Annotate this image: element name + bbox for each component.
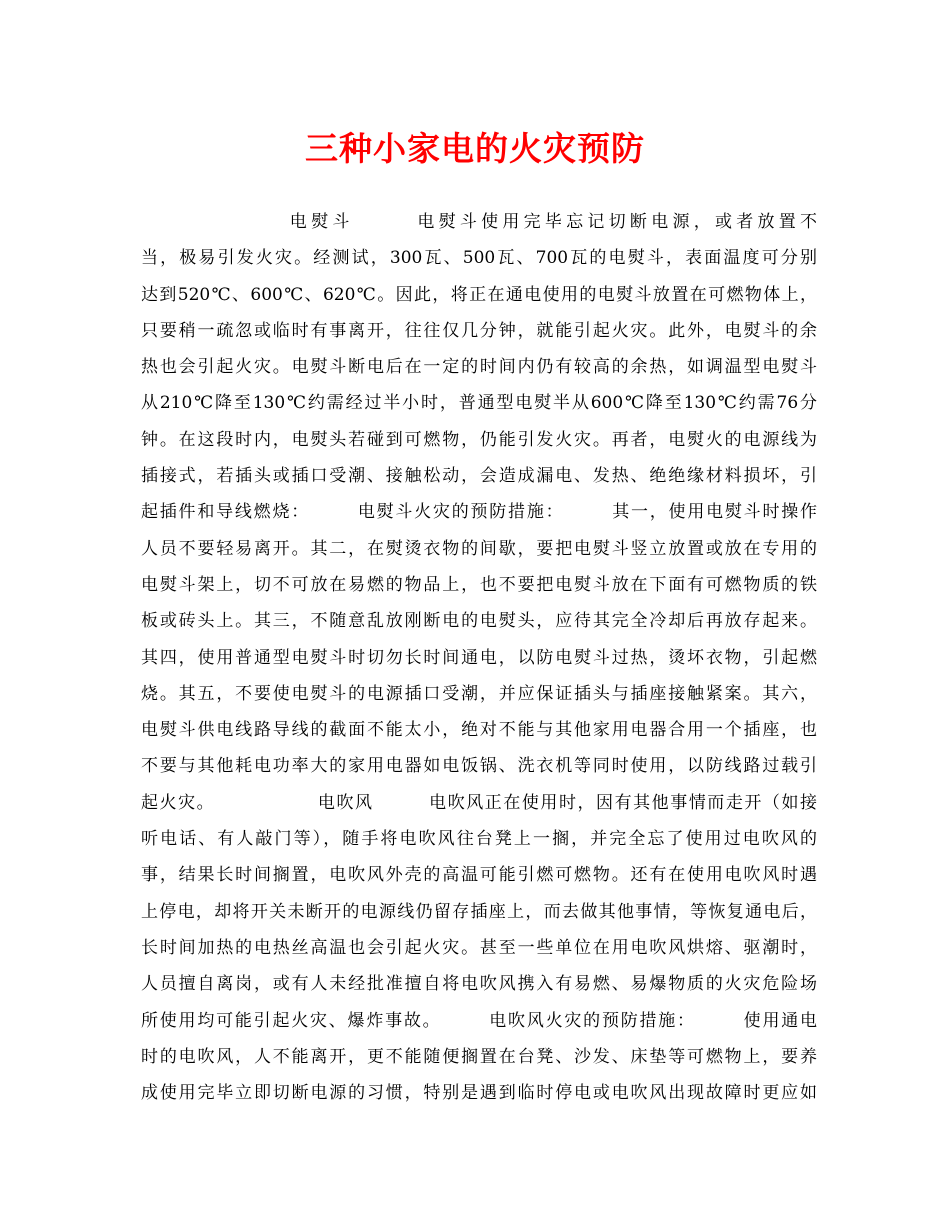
body-line: 电熨斗 电熨斗使用完毕忘记切断电源，或者放置不 bbox=[141, 212, 817, 232]
body-line: 烧。其五，不要使电熨斗的电源插口受潮，并应保证插头与插座接触紧案。其六， bbox=[141, 683, 817, 704]
body-line: 其四，使用普通型电熨斗时切勿长时间通电，以防电熨斗过热，烫坏衣物，引起燃 bbox=[141, 647, 817, 668]
document-title: 三种小家电的火灾预防 bbox=[305, 129, 645, 168]
body-line: 热也会引起火灾。电熨斗断电后在一定的时间内仍有较高的余热，如调温型电熨斗 bbox=[141, 357, 817, 378]
body-line: 钟。在这段时内，电熨头若碰到可燃物，仍能引发火灾。再者，电熨火的电源线为 bbox=[141, 429, 817, 450]
body-line: 成使用完毕立即切断电源的习惯，特别是遇到临时停电或电吹风出现故障时更应如 bbox=[141, 1083, 817, 1104]
body-line: 起火灾。 电吹风 电吹风正在使用时，因有其他事情而走开（如接 bbox=[141, 792, 817, 813]
body-line: 所使用均可能引起火灾、爆炸事故。 电吹风火灾的预防措施： 使用通电 bbox=[141, 1010, 817, 1031]
body-line: 板或砖头上。其三，不随意乱放刚断电的电熨头，应待其完全冷却后再放存起来。 bbox=[141, 611, 817, 632]
body-line: 人员擅自离岗，或有人未经批准擅自将电吹风携入有易燃、易爆物质的火灾危险场 bbox=[141, 974, 817, 995]
body-line: 长时间加热的电热丝高温也会引起火灾。甚至一些单位在用电吹风烘熔、驱潮时， bbox=[141, 937, 817, 958]
body-line: 人员不要轻易离开。其二，在熨烫衣物的间歇，要把电熨斗竖立放置或放在专用的 bbox=[141, 538, 817, 559]
body-line: 插接式，若插头或插口受潮、接触松动，会造成漏电、发热、绝绝缘材料损坏，引 bbox=[141, 466, 817, 487]
body-line: 从210℃降至130℃约需经过半小时，普通型电熨半从600℃降至130℃约需76分 bbox=[141, 393, 817, 414]
document-body bbox=[141, 204, 817, 1111]
body-line: 听电话、有人敲门等），随手将电吹风往台凳上一搁，并完全忘了使用过电吹风的 bbox=[141, 829, 817, 850]
body-line: 只要稍一疏忽或临时有事离开，往往仅几分钟，就能引起火灾。此外，电熨斗的余 bbox=[141, 320, 817, 341]
body-line: 当，极易引发火灾。经测试，300瓦、500瓦、700瓦的电熨斗，表面温度可分别 bbox=[141, 248, 817, 269]
body-line: 起插件和导线燃烧： 电熨斗火灾的预防措施： 其一，使用电熨斗时操作 bbox=[141, 502, 817, 523]
body-line: 达到520℃、600℃、620℃。因此，将正在通电使用的电熨斗放置在可燃物体上， bbox=[141, 284, 817, 305]
body-line: 不要与其他耗电功率大的家用电器如电饭锅、洗衣机等同时使用，以防线路过载引 bbox=[141, 756, 817, 777]
body-line: 时的电吹风，人不能离开，更不能随便搁置在台凳、沙发、床垫等可燃物上，要养 bbox=[141, 1046, 817, 1067]
body-line: 事，结果长时间搁置，电吹风外壳的高温可能引燃可燃物。还有在使用电吹风时遇 bbox=[141, 865, 817, 886]
body-line: 电熨斗架上，切不可放在易燃的物品上，也不要把电熨斗放在下面有可燃物质的铁 bbox=[141, 574, 817, 595]
body-line: 上停电，却将开关未断开的电源线仍留存插座上，而去做其他事情，等恢复通电后， bbox=[141, 901, 817, 922]
body-line: 电熨斗供电线路导线的截面不能太小，绝对不能与其他家用电器合用一个插座，也 bbox=[141, 720, 817, 741]
